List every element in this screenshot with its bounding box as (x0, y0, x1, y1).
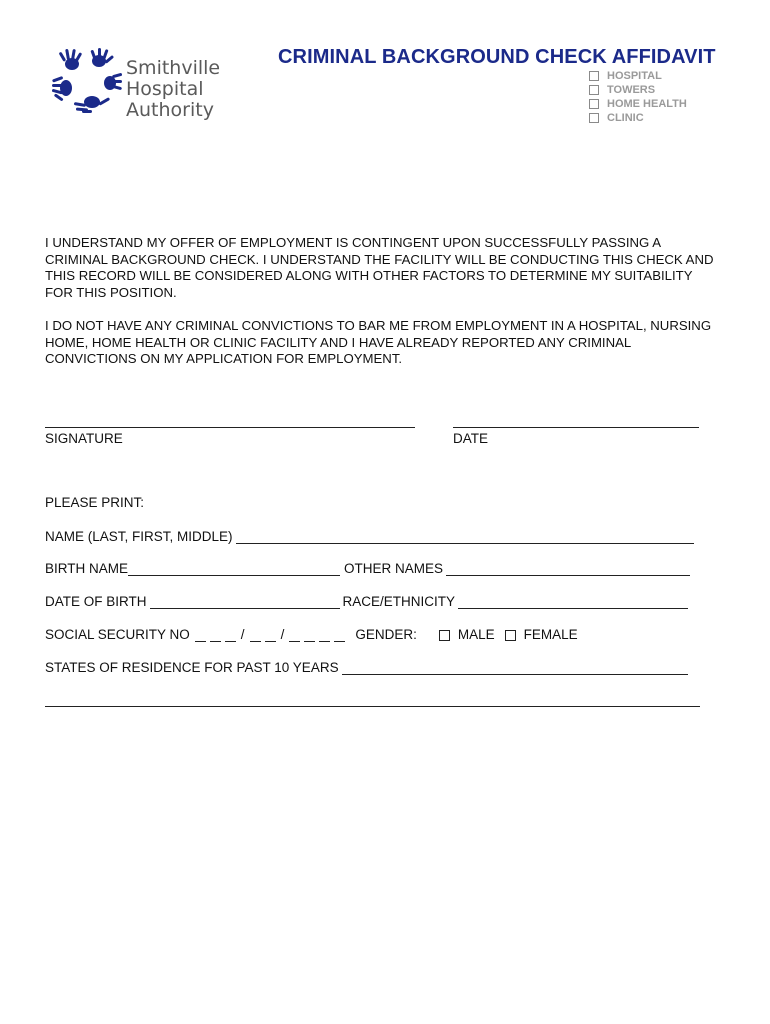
dob-field[interactable] (150, 597, 340, 609)
female-checkbox[interactable] (505, 630, 516, 641)
ssn-digit[interactable] (265, 630, 276, 642)
states-row (45, 660, 691, 675)
ssn-separator: / (240, 627, 245, 642)
signature-line[interactable] (45, 427, 415, 428)
states-field[interactable] (342, 663, 688, 675)
ssn-digit[interactable] (250, 630, 261, 642)
female-label: FEMALE (523, 627, 578, 642)
facility-label: HOSPITAL (607, 70, 662, 82)
other-names-field[interactable] (446, 564, 690, 576)
facility-label: TOWERS (607, 84, 656, 96)
understanding-paragraph: I UNDERSTAND MY OFFER OF EMPLOYMENT IS CONTINGENT UPON SUCCESSFULLY PASSING A CRIMINAL BACKGROUND CHECK. I UNDERSTAND THE FACILITY WILL BE CONDUCTING THIS CHECK AND THIS RECORD WILL BE CONSIDERED ALONG WITH OTHER FACTORS TO DETERMINE MY SUITABILITY FOR THIS POSITION. (45, 235, 714, 300)
signature-label: SIGNATURE (45, 431, 123, 446)
hands-circle-icon (52, 48, 122, 114)
ssn-separator: / (280, 627, 285, 642)
race-label: RACE/ETHNICITY (342, 594, 456, 609)
birth-name-row (45, 561, 693, 576)
facility-option-home-health[interactable] (589, 97, 687, 111)
please-print-label: PLEASE PRINT: (45, 495, 145, 510)
ssn-label: SOCIAL SECURITY NO (45, 627, 190, 642)
dob-row (45, 594, 691, 609)
ssn-digit[interactable] (289, 630, 300, 642)
male-label: MALE (457, 627, 495, 642)
hospital-logo (52, 48, 292, 121)
other-names-label: OTHER NAMES (344, 561, 444, 576)
ssn-digit[interactable] (334, 630, 345, 642)
facility-options (589, 69, 687, 125)
ssn-digit[interactable] (210, 630, 221, 642)
checkbox-icon[interactable] (589, 99, 599, 109)
birth-name-field[interactable] (128, 564, 340, 576)
facility-option-hospital[interactable] (589, 69, 687, 83)
date-label: DATE (453, 431, 489, 446)
ssn-digit[interactable] (225, 630, 236, 642)
ssn-digit[interactable] (195, 630, 206, 642)
states-label: STATES OF RESIDENCE FOR PAST 10 YEARS (45, 660, 339, 675)
ssn-digit[interactable] (319, 630, 330, 642)
checkbox-icon[interactable] (589, 71, 599, 81)
page-title: CRIMINAL BACKGROUND CHECK AFFIDAVIT (278, 46, 716, 68)
name-field[interactable] (236, 532, 694, 544)
checkbox-icon[interactable] (589, 113, 599, 123)
gender-label: GENDER: (355, 627, 417, 642)
birth-name-label: BIRTH NAME (45, 561, 129, 576)
name-label: NAME (LAST, FIRST, MIDDLE) (45, 529, 233, 544)
logo-line-2: Hospital Authority (126, 78, 214, 121)
checkbox-icon[interactable] (589, 85, 599, 95)
ssn-row (45, 627, 578, 642)
facility-label: CLINIC (607, 112, 644, 124)
facility-option-clinic[interactable] (589, 111, 687, 125)
convictions-paragraph: I DO NOT HAVE ANY CRIMINAL CONVICTIONS TO BAR ME FROM EMPLOYMENT IN A HOSPITAL, NURSING HOME, HOME HEALTH OR CLINIC FACILITY AND I HAVE ALREADY REPORTED ANY CRIMINAL CONVICTIONS ON MY APPLICATION FOR EMPLOYMENT. (45, 318, 712, 366)
name-row (45, 529, 697, 544)
race-field[interactable] (458, 597, 688, 609)
ssn-digit[interactable] (304, 630, 315, 642)
date-line[interactable] (453, 427, 699, 428)
facility-label: HOME HEALTH (607, 98, 687, 110)
male-checkbox[interactable] (439, 630, 450, 641)
dob-label: DATE OF BIRTH (45, 594, 147, 609)
states-continuation-line[interactable] (45, 706, 700, 707)
logo-line-1: Smithville (126, 57, 221, 79)
logo-text (126, 58, 292, 121)
facility-option-towers[interactable] (589, 83, 687, 97)
